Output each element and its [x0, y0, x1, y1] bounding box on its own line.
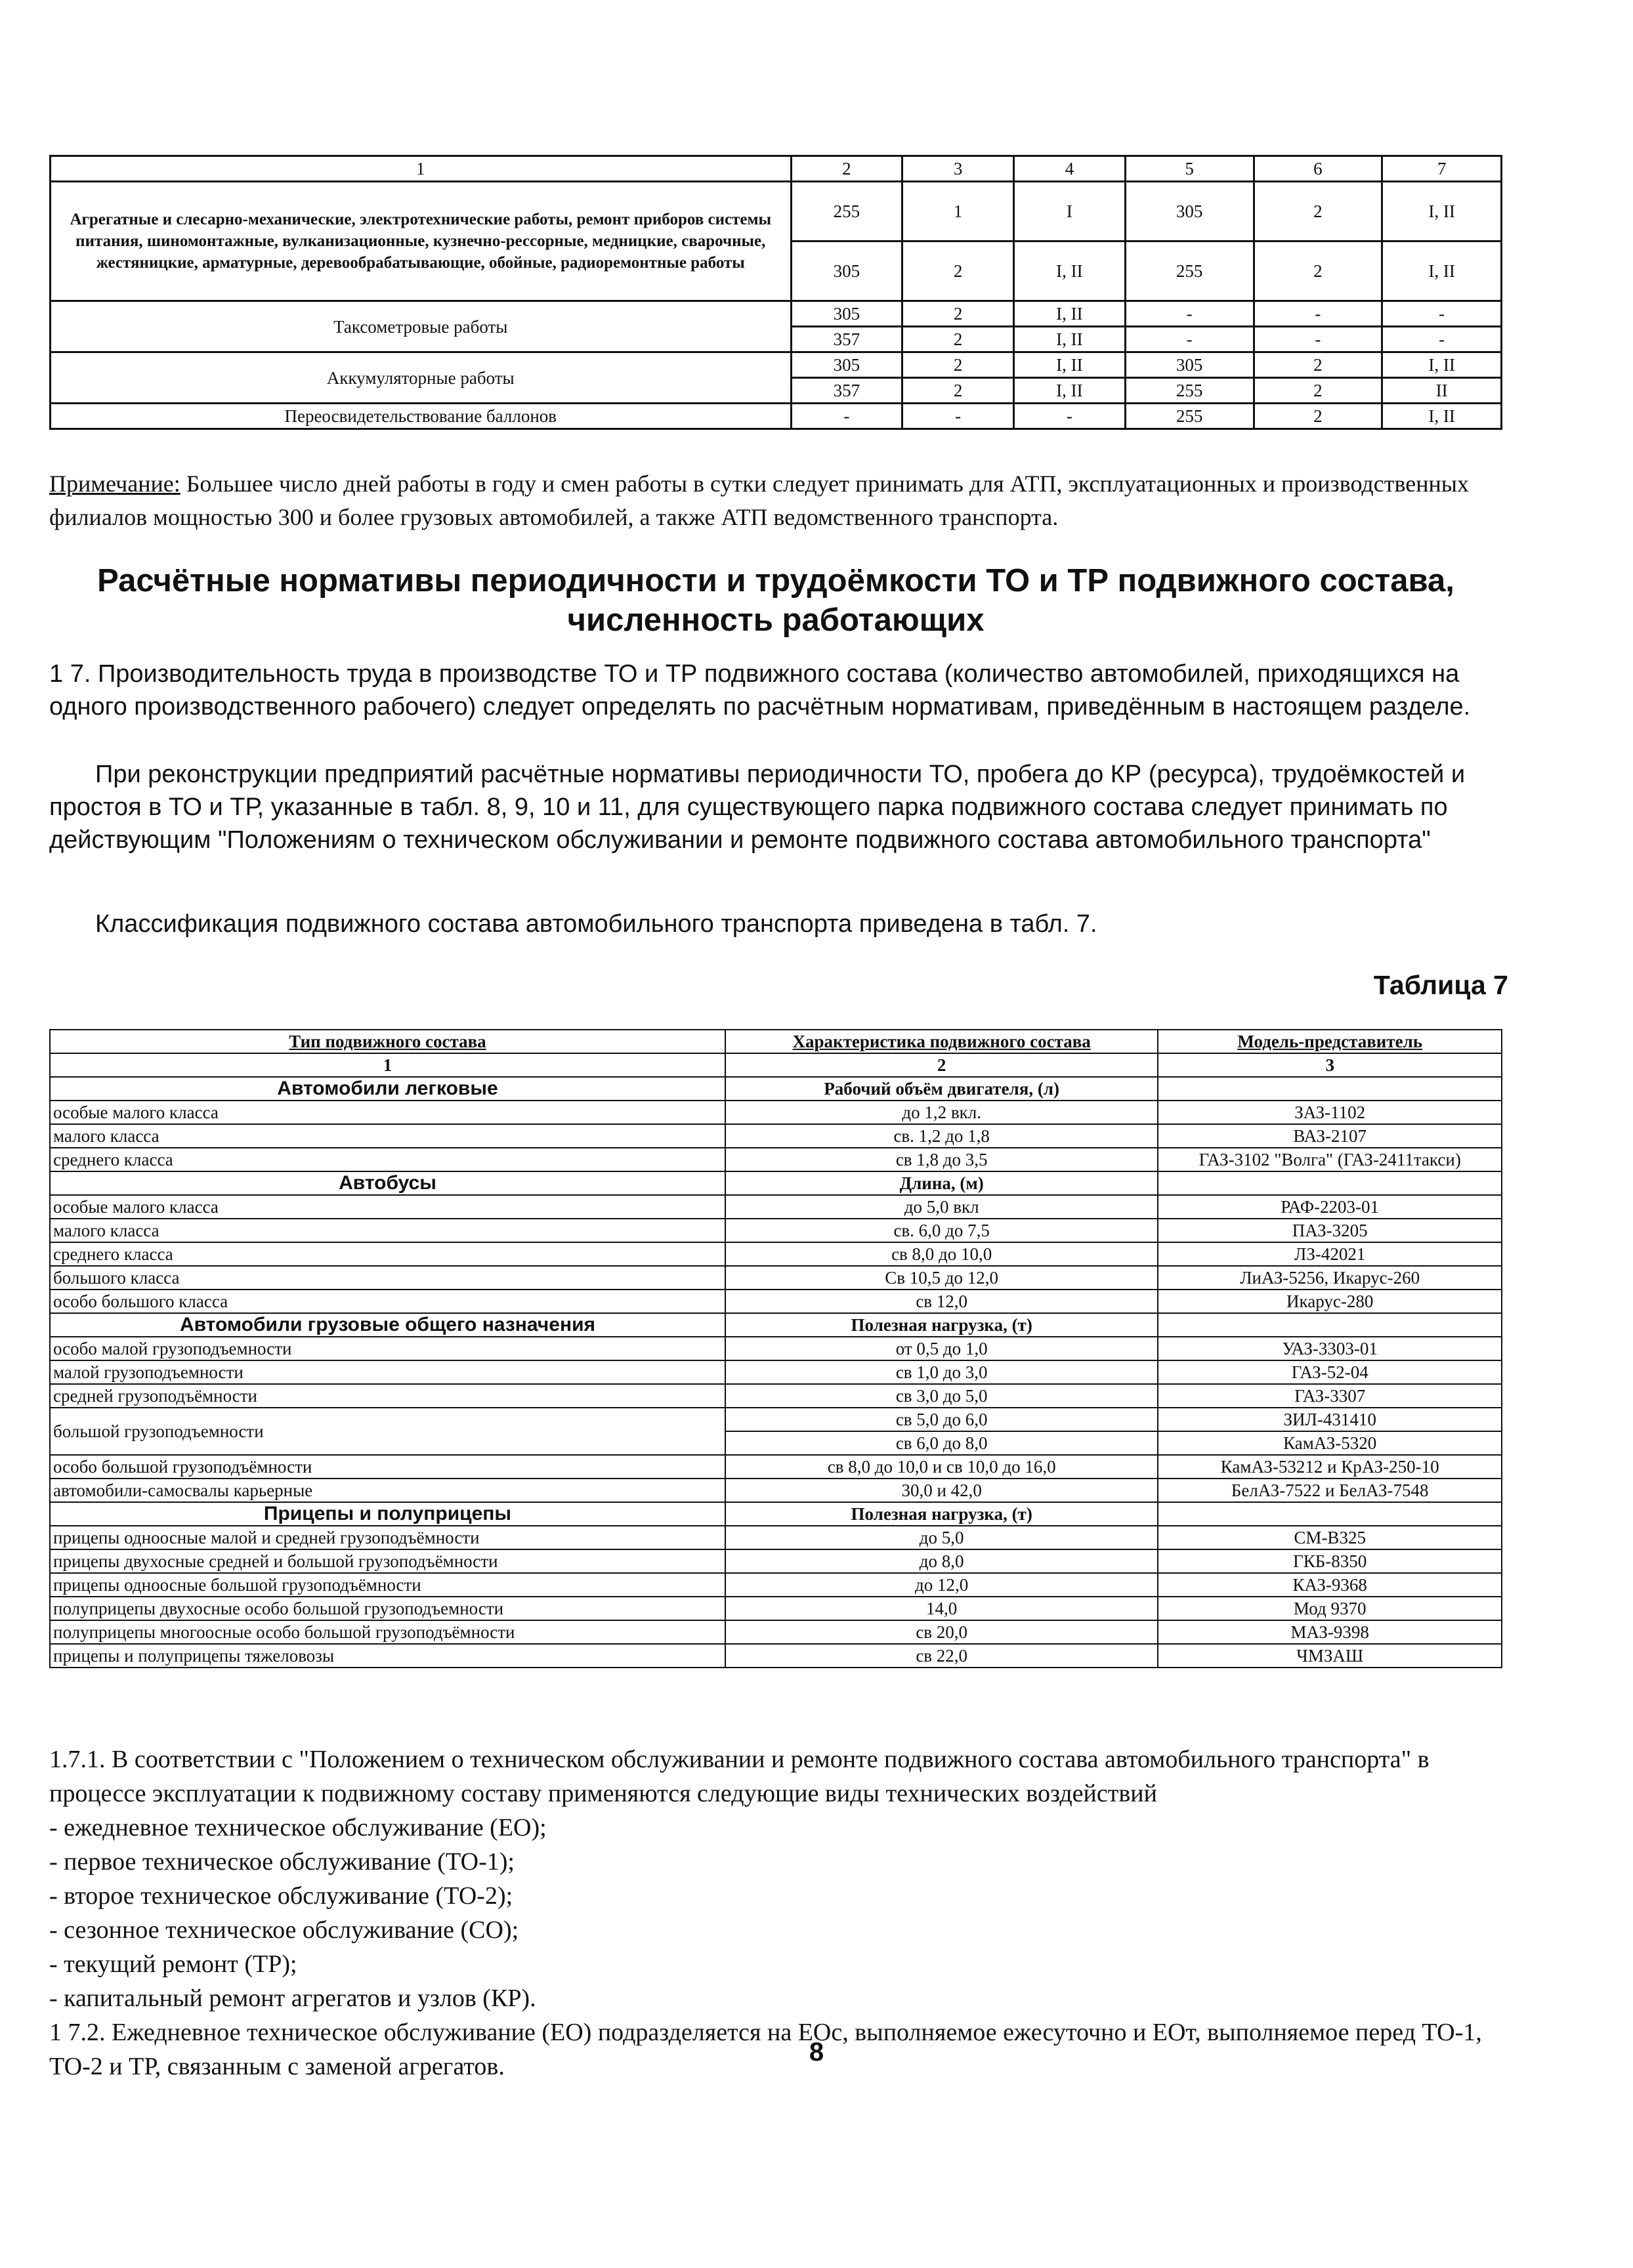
- paragraph-classification: Классификация подвижного состава автомобильного транспорта приведена в табл. 7.: [95, 910, 1097, 938]
- table-cell: до 12,0: [725, 1573, 1158, 1597]
- table-cell: I, II: [1014, 327, 1126, 352]
- work-type-label: Аккумуляторные работы: [51, 352, 792, 404]
- table-cell: прицепы одноосные малой и средней грузоподъёмности: [50, 1526, 725, 1549]
- table-cell: ВАЗ-2107: [1158, 1124, 1502, 1148]
- table-cell: до 8,0: [725, 1549, 1158, 1573]
- table-row: [50, 1549, 1502, 1573]
- table-cell: 2: [902, 301, 1014, 327]
- table-cell: 2: [1254, 242, 1382, 301]
- table-row: [50, 1384, 1502, 1408]
- table-cell: св. 6,0 до 7,5: [725, 1219, 1158, 1242]
- group-title: Автомобили легковые: [50, 1077, 725, 1101]
- table-cell: 2: [1254, 378, 1382, 404]
- table-row: [50, 1266, 1502, 1290]
- work-type-label: Таксометровые работы: [51, 301, 792, 352]
- table-cell: св 8,0 до 10,0 и св 10,0 до 16,0: [725, 1455, 1158, 1479]
- table-cell: до 5,0 вкл: [725, 1195, 1158, 1219]
- list-item: - первое техническое обслуживание (ТО-1);: [49, 1848, 515, 1876]
- table-cell: 2: [902, 327, 1014, 352]
- work-type-label: Переосвидетельствование баллонов: [51, 404, 792, 429]
- table-cell: среднего класса: [50, 1242, 725, 1266]
- group-subtitle: Полезная нагрузка, (т): [725, 1313, 1158, 1337]
- table-cell: [1158, 1313, 1502, 1337]
- table-cell: ЧМЗАШ: [1158, 1644, 1502, 1668]
- table-row: [50, 1124, 1502, 1148]
- table-cell: -: [1382, 327, 1502, 352]
- table-cell: малого класса: [50, 1124, 725, 1148]
- table-cell: I, II: [1382, 242, 1502, 301]
- table-cell: -: [1125, 327, 1254, 352]
- table-cell: малого класса: [50, 1219, 725, 1242]
- table-cell: Св 10,5 до 12,0: [725, 1266, 1158, 1290]
- table-cell: 255: [1125, 242, 1254, 301]
- table-row: [51, 404, 1502, 429]
- header-cell: Характеристика подвижного состава: [725, 1030, 1158, 1053]
- table-cell: 2: [1254, 404, 1382, 429]
- table-cell: -: [1125, 301, 1254, 327]
- section-heading: Расчётные нормативы периодичности и трудоёмкости ТО и ТР подвижного состава, численность работающих: [97, 563, 1454, 638]
- table-cell: 255: [791, 182, 902, 242]
- table-row: [50, 1455, 1502, 1479]
- table-cell: II: [1382, 378, 1502, 404]
- table-cell: 2: [1254, 352, 1382, 378]
- table-cell: св 3,0 до 5,0: [725, 1384, 1158, 1408]
- list-item: - сезонное техническое обслуживание (СО);: [49, 1916, 519, 1944]
- rates-table: [49, 155, 1502, 430]
- table-cell: 255: [1125, 404, 1254, 429]
- group-row: [50, 1077, 1502, 1101]
- group-subtitle: Полезная нагрузка, (т): [725, 1502, 1158, 1526]
- note-text: Большее число дней работы в году и смен работы в сутки следует принимать для АТП, эксплуатационных и производственных филиалов мощностью 300 и более грузовых автомобилей, а также АТП ведомственного транспорта.: [49, 471, 1469, 530]
- header-cell: 6: [1254, 156, 1382, 182]
- table-row: [50, 1479, 1502, 1502]
- header-cell: 2: [725, 1053, 1158, 1077]
- header-cell: 3: [1158, 1053, 1502, 1077]
- page-number: 8: [809, 2038, 824, 2067]
- group-title: Прицепы и полуприцепы: [50, 1502, 725, 1526]
- table-cell: [1158, 1077, 1502, 1101]
- table-caption: Таблица 7: [1373, 970, 1508, 1000]
- table-cell: 305: [1125, 182, 1254, 242]
- table-cell: ГАЗ-3102 "Волга" (ГАЗ-2411такси): [1158, 1148, 1502, 1171]
- table-row: [50, 1526, 1502, 1549]
- table-cell: особо малой грузоподъемности: [50, 1337, 725, 1360]
- maintenance-section: [49, 1742, 1502, 2084]
- table-cell: св 1,8 до 3,5: [725, 1148, 1158, 1171]
- table-cell: I, II: [1014, 242, 1126, 301]
- table-cell: св 1,0 до 3,0: [725, 1360, 1158, 1384]
- table-cell: МАЗ-9398: [1158, 1620, 1502, 1644]
- table-cell: I, II: [1382, 352, 1502, 378]
- table-cell: до 5,0: [725, 1526, 1158, 1549]
- table-row: [50, 1148, 1502, 1171]
- table-cell: ЗАЗ-1102: [1158, 1101, 1502, 1124]
- table-cell: большого класса: [50, 1266, 725, 1290]
- table-cell: до 1,2 вкл.: [725, 1101, 1158, 1124]
- table-cell: 357: [791, 378, 902, 404]
- table-cell: св. 1,2 до 1,8: [725, 1124, 1158, 1148]
- table-cell: УАЗ-3303-01: [1158, 1337, 1502, 1360]
- table-cell: прицепы и полуприцепы тяжеловозы: [50, 1644, 725, 1668]
- paragraph-1-7-1: 1.7.1. В соответствии с "Положением о техническом обслуживании и ремонте подвижного состава автомобильного транспорта" в процессе эксплуатации к подвижному составу применяются следующие виды технических воздействий: [49, 1746, 1430, 1807]
- table-cell: 255: [1125, 378, 1254, 404]
- table-cell: ПАЗ-3205: [1158, 1219, 1502, 1242]
- list-item: - ежедневное техническое обслуживание (ЕО);: [49, 1814, 547, 1841]
- table-cell: 305: [1125, 352, 1254, 378]
- table-row: [50, 1360, 1502, 1384]
- paragraph-1-7: 1 7. Производительность труда в производстве ТО и ТР подвижного состава (количество автомобилей, приходящихся на одного производственного рабочего) следует определять по расчётным нормативам, приведённым в настоящем разделе.: [49, 660, 1471, 721]
- table-cell: св 6,0 до 8,0: [725, 1431, 1158, 1455]
- table-number-row: [50, 1053, 1502, 1077]
- table-cell: особые малого класса: [50, 1195, 725, 1219]
- group-row: [50, 1171, 1502, 1195]
- table-cell: средней грузоподъёмности: [50, 1384, 725, 1408]
- group-row: [50, 1502, 1502, 1526]
- table-cell: 305: [791, 301, 902, 327]
- table-cell: прицепы двухосные средней и большой грузоподъёмности: [50, 1549, 725, 1573]
- table-header-row: [50, 1030, 1502, 1053]
- table-row: [50, 1195, 1502, 1219]
- table-cell: 2: [902, 242, 1014, 301]
- table-row: [50, 1101, 1502, 1124]
- header-cell: Модель-представитель: [1158, 1030, 1502, 1053]
- table-cell: 2: [902, 352, 1014, 378]
- table-cell: -: [1014, 404, 1126, 429]
- header-cell: 5: [1125, 156, 1254, 182]
- table-cell: прицепы одноосные большой грузоподъёмности: [50, 1573, 725, 1597]
- table-cell: БелАЗ-7522 и БелАЗ-7548: [1158, 1479, 1502, 1502]
- table-cell: 30,0 и 42,0: [725, 1479, 1158, 1502]
- table-cell: I: [1014, 182, 1126, 242]
- table-cell: ГАЗ-3307: [1158, 1384, 1502, 1408]
- table-cell: большой грузоподъемности: [50, 1408, 725, 1455]
- table-cell: КамАЗ-5320: [1158, 1431, 1502, 1455]
- table-cell: 357: [791, 327, 902, 352]
- work-type-label: Агрегатные и слесарно-механические, электротехнические работы, ремонт приборов системы питания, шиномонтажные, вулканизационные, кузнечно-рессорные, медницкие, сварочные, жестяницкие, арматурные, деревообрабатывающие, обойные, радиоремонтные работы: [51, 182, 792, 301]
- table-cell: малой грузоподъемности: [50, 1360, 725, 1384]
- classification-table: [49, 1029, 1502, 1668]
- group-title: Автобусы: [50, 1171, 725, 1195]
- table-cell: [1158, 1171, 1502, 1195]
- table-row: [50, 1644, 1502, 1668]
- table-cell: I, II: [1014, 352, 1126, 378]
- header-cell: 1: [51, 156, 792, 182]
- table-cell: среднего класса: [50, 1148, 725, 1171]
- table-cell: особо большого класса: [50, 1290, 725, 1313]
- table-cell: -: [1254, 327, 1382, 352]
- header-cell: 2: [791, 156, 902, 182]
- table-cell: I, II: [1014, 301, 1126, 327]
- table-cell: ГКБ-8350: [1158, 1549, 1502, 1573]
- table-row: [51, 352, 1502, 378]
- group-title: Автомобили грузовые общего назначения: [50, 1313, 725, 1337]
- table-cell: особые малого класса: [50, 1101, 725, 1124]
- table-cell: 2: [902, 378, 1014, 404]
- note-paragraph: [49, 467, 1502, 534]
- group-subtitle: Рабочий объём двигателя, (л): [725, 1077, 1158, 1101]
- table-cell: 2: [1254, 182, 1382, 242]
- table-cell: ЗИЛ-431410: [1158, 1408, 1502, 1431]
- table-row: [51, 182, 1502, 242]
- table-cell: -: [1382, 301, 1502, 327]
- table-row: [50, 1242, 1502, 1266]
- table-header-row: [51, 156, 1502, 182]
- table-row: [50, 1597, 1502, 1620]
- table-cell: I, II: [1382, 404, 1502, 429]
- table-cell: СМ-В325: [1158, 1526, 1502, 1549]
- table-cell: полуприцепы двухосные особо большой грузоподъемности: [50, 1597, 725, 1620]
- table-cell: Мод 9370: [1158, 1597, 1502, 1620]
- paragraph-reconstruction: При реконструкции предприятий расчётные нормативы периодичности ТО, пробега до КР (ресурса), трудоёмкостей и простоя в ТО и ТР, указанные в табл. 8, 9, 10 и 11, для существующего парка подвижного состава следует принимать по действующим "Положениям о техническом обслуживании и ремонте подвижного состава автомобильного транспорта": [49, 761, 1466, 854]
- table-cell: 305: [791, 242, 902, 301]
- header-cell: Тип подвижного состава: [50, 1030, 725, 1053]
- table-row: [50, 1573, 1502, 1597]
- table-cell: I, II: [1382, 182, 1502, 242]
- list-item: - второе техническое обслуживание (ТО-2);: [49, 1882, 513, 1910]
- table-cell: 1: [902, 182, 1014, 242]
- table-cell: автомобили-самосвалы карьерные: [50, 1479, 725, 1502]
- table-cell: св 5,0 до 6,0: [725, 1408, 1158, 1431]
- header-cell: 3: [902, 156, 1014, 182]
- table-cell: св 22,0: [725, 1644, 1158, 1668]
- group-row: [50, 1313, 1502, 1337]
- note-label: Примечание:: [49, 471, 180, 497]
- table-row: [51, 301, 1502, 327]
- header-cell: 1: [50, 1053, 725, 1077]
- table-cell: ГАЗ-52-04: [1158, 1360, 1502, 1384]
- table-cell: I, II: [1014, 378, 1126, 404]
- header-cell: 7: [1382, 156, 1502, 182]
- header-cell: 4: [1014, 156, 1126, 182]
- table-cell: -: [1254, 301, 1382, 327]
- table-cell: от 0,5 до 1,0: [725, 1337, 1158, 1360]
- table-cell: св 8,0 до 10,0: [725, 1242, 1158, 1266]
- table-cell: Икарус-280: [1158, 1290, 1502, 1313]
- list-item: - текущий ремонт (ТР);: [49, 1950, 297, 1978]
- table-cell: св 12,0: [725, 1290, 1158, 1313]
- table-row: [50, 1620, 1502, 1644]
- table-cell: ЛиАЗ-5256, Икарус-260: [1158, 1266, 1502, 1290]
- table-cell: КамАЗ-53212 и КрАЗ-250-10: [1158, 1455, 1502, 1479]
- group-subtitle: Длина, (м): [725, 1171, 1158, 1195]
- table-cell: полуприцепы многоосные особо большой грузоподъёмности: [50, 1620, 725, 1644]
- paragraph-1-7-2: 1 7.2. Ежедневное техническое обслуживание (ЕО) подразделяется на ЕОс, выполняемое ежесуточно и ЕОт, выполняемое перед ТО-1, ТО-2 и ТР, связанным с заменой агрегатов.: [49, 2019, 1482, 2080]
- table-row: [50, 1408, 1502, 1431]
- table-row: [50, 1290, 1502, 1313]
- table-row: [50, 1219, 1502, 1242]
- table-cell: -: [902, 404, 1014, 429]
- table-cell: [1158, 1502, 1502, 1526]
- table-cell: особо большой грузоподъёмности: [50, 1455, 725, 1479]
- table-cell: ЛЗ-42021: [1158, 1242, 1502, 1266]
- table-cell: св 20,0: [725, 1620, 1158, 1644]
- table-cell: 14,0: [725, 1597, 1158, 1620]
- table-cell: -: [791, 404, 902, 429]
- table-cell: РАФ-2203-01: [1158, 1195, 1502, 1219]
- table-cell: КАЗ-9368: [1158, 1573, 1502, 1597]
- table-cell: 305: [791, 352, 902, 378]
- list-item: - капитальный ремонт агрегатов и узлов (КР).: [49, 1984, 536, 2012]
- table-row: [50, 1337, 1502, 1360]
